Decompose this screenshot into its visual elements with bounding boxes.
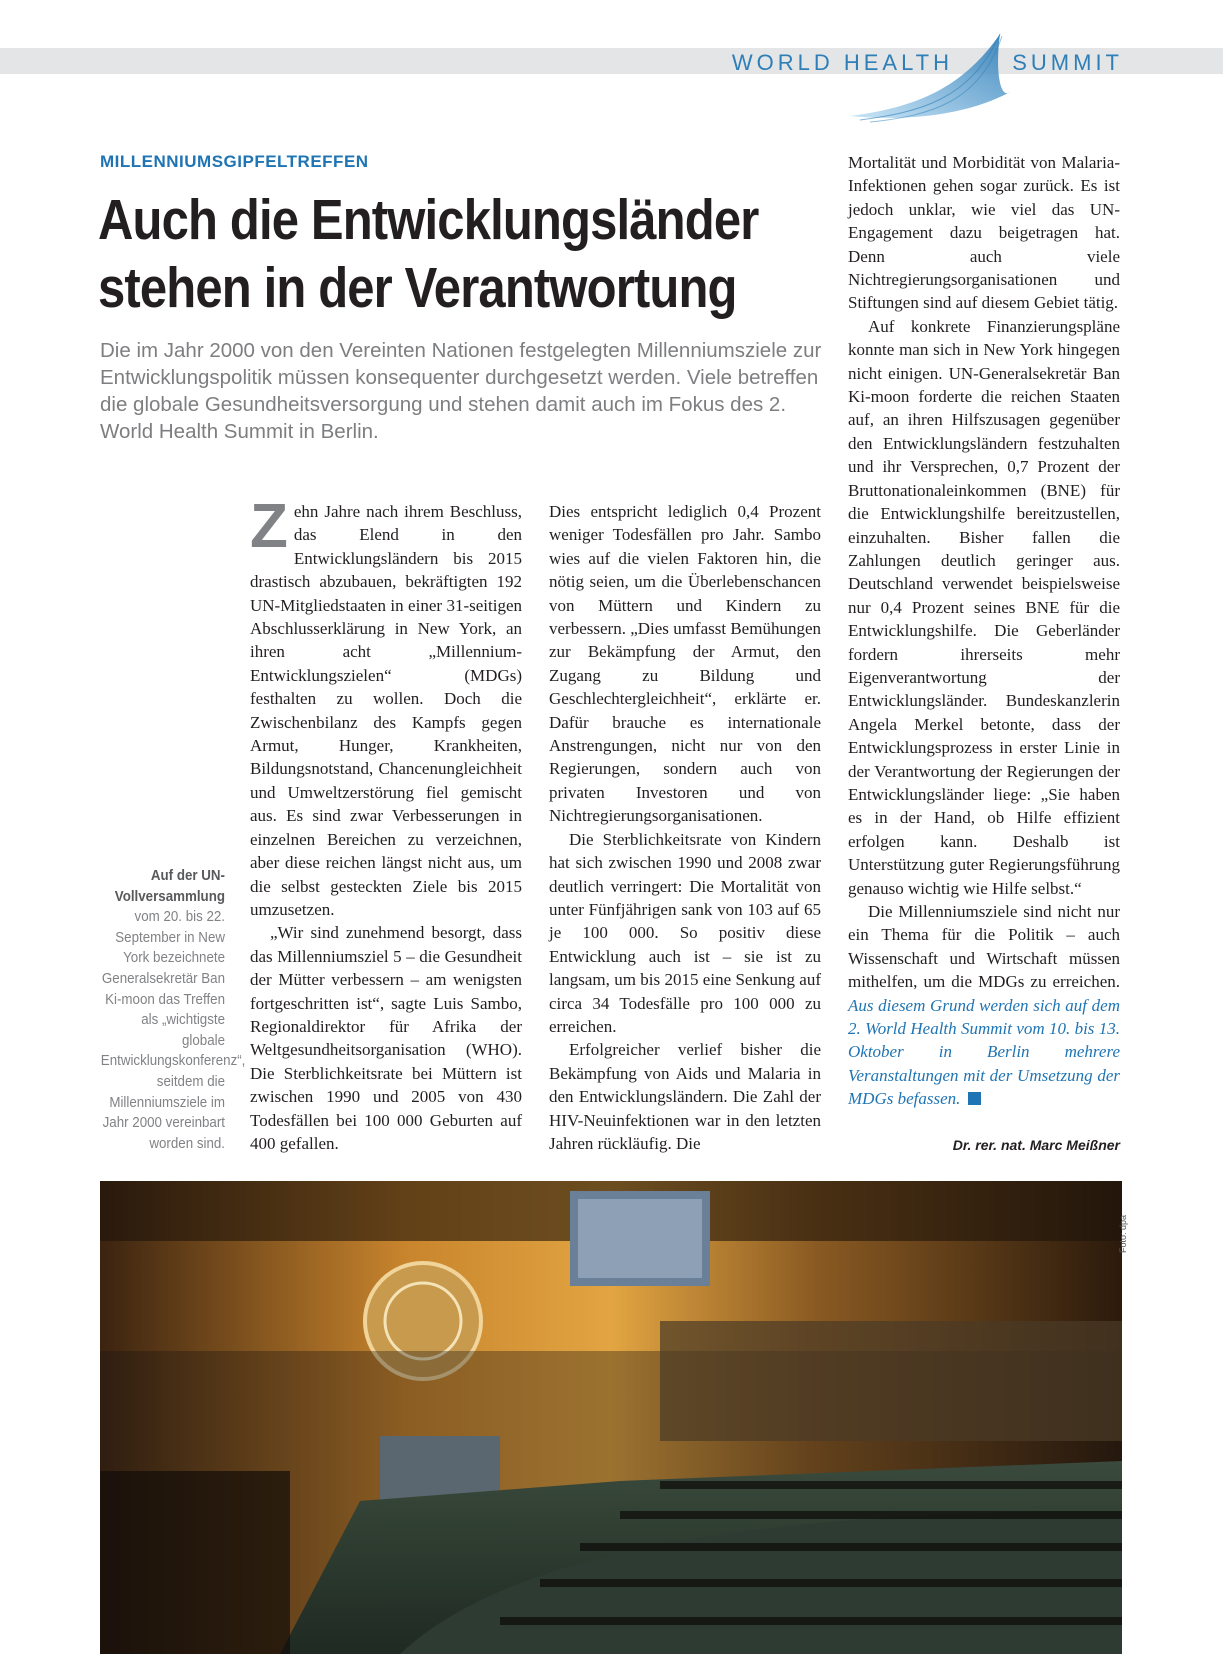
headline-line-1: Auch die Entwicklungsländer — [98, 188, 759, 252]
un-assembly-photo — [100, 1181, 1122, 1654]
paragraph: Die Sterblichkeitsrate von Kindern hat sich zwischen 1990 und 2008 zwar deutlich verringert: Die Mortalität von unter Fünfjährigen sank von 103 auf 65 je 100 000. So positiv diese Entwicklung auch ist – sie ist zu langsam, um bis 2015 eine Senkung auf circa 34 Todesfälle pro 100 000 zu erreichen. — [549, 829, 821, 1036]
headline-line-2: stehen in der Verantwortung — [98, 256, 737, 320]
author-byline: Dr. rer. nat. Marc Meißner — [952, 1137, 1120, 1153]
paragraph — [848, 900, 1120, 1111]
paragraph: „Wir sind zunehmend besorgt, dass das Millenniumsziel 5 – die Gesundheit der Mütter verbessern – am wenigsten fortgeschritten ist“, sagte Luis Sambo, Regionaldirektor für Afrika der Weltgesundheitsorganisation (WHO). Die Sterblichkeitsrate bei Müttern ist zwischen 1990 und 2005 von 430 Todesfällen bei 100 000 Geburten auf 400 gefallen. — [250, 923, 522, 1153]
paragraph-text: ehn Jahre nach ihrem Beschluss, das Elend in den Entwicklungsländern bis 2015 drastisch abzubauen, bekräftigten 192 UN-Mitgliedstaaten in einer 31-seitigen Abschlusserklärung in New York, an ihren acht „Millennium-Entwicklungszielen“ (MDGs) festhalten zu wollen. Doch die Zwischenbilanz des Kampfs gegen Armut, Hunger, Krankheiten, Bildungsnotstand, Chancenungleichheit und Umweltzerstörung fiel gemischt aus. Es sind zwar Verbesserungen in einzelnen Bereichen zu verzeichnen, aber diese reichen längst nicht aus, um die selbst gesteckten Ziele bis 2015 umzusetzen. — [250, 502, 522, 919]
article-headline — [98, 186, 759, 322]
text-column-2 — [549, 500, 821, 1155]
drop-cap: Z — [250, 492, 288, 561]
paragraph — [250, 492, 522, 921]
article-lead: Die im Jahr 2000 von den Vereinten Nationen festgelegten Millenniumsziele zur Entwicklungspolitik müssen konsequenter durchgesetzt werden. Viele betreffen die globale Gesundheitsversorgung und stehen damit auch im Fokus des 2. World Health Summit in Berlin. — [100, 339, 822, 443]
photo-caption — [100, 866, 246, 1154]
paragraph-text: Die Millenniumsziele sind nicht nur ein Thema für die Politik – auch Wissenschaft und Wirtschaft müssen mithelfen, um die MDGs zu erreichen. — [848, 902, 1120, 992]
photo-credit: Foto: dpa — [1118, 1214, 1128, 1253]
paragraph: Auf konkrete Finanzierungspläne konnte man sich in New York hingegen nicht einigen. UN-Generalsekretär Ban Ki-moon forderte die reichen Staaten auf, an ihren Hilfszusagen gegenüber den Entwicklungsländern festzuhalten und ihr Versprechen, 0,7 Prozent der Bruttonationaleinkommen (BNE) für die Entwicklungshilfe bereitzustellen, einzuhalten. Bisher fallen die Zahlungen deutlich geringer aus. Deutschland verwendet beispielsweise nur 0,4 Prozent seines BNE für die Entwicklungshilfe. Die Geberländer fordern ihrerseits mehr Eigenverantwortung der Entwicklungsländer. Bundeskanzlerin Angela Merkel betonte, dass der Entwicklungsprozess in erster Linie in der Verantwortung der Regierungen der Entwicklungsländer liege: „Sie haben es in der Hand, ob Hilfe effizient erfolgen kann. Deshalb ist Unterstützung guter Regierungsführung genauso wichtig wie Hilfe selbst.“ — [848, 316, 1120, 898]
article-kicker: MILLENNIUMSGIPFELTREFFEN — [100, 152, 369, 171]
brand-word-1: WORLD HEALTH — [731, 50, 953, 75]
assembly-hall-image — [100, 1181, 1122, 1654]
caption-text: vom 20. bis 22. September in New York bezeichnete Generalsekretär Ban Ki-moon das Treffen als „wichtigste globale Entwicklungskonferenz“, seitdem die Millenniumsziele im Jahr 2000 vereinbart worden sind. — [100, 909, 246, 1152]
caption-title: Auf der UN-Vollversammlung — [114, 868, 225, 905]
paragraph: Erfolgreicher verlief bisher die Bekämpfung von Aids und Malaria in den Entwicklungsländern. Die Zahl der HIV-Neuinfektionen war in den letzten Jahren rückläufig. Die — [549, 1040, 821, 1153]
event-note: Aus diesem Grund werden sich auf dem 2. World Health Summit vom 10. bis 13. Oktober in Berlin mehrere Veranstaltungen mit der Umsetzung der MDGs befassen. — [848, 995, 1120, 1109]
paragraph: Dies entspricht lediglich 0,4 Prozent weniger Todesfällen pro Jahr. Sambo wies auf die vielen Faktoren hin, die nötig seien, um die Überlebenschancen von Müttern und Kindern zu verbessern. „Dies umfasst Bemühungen zur Bekämpfung der Armut, den Zugang zu Bildung und Geschlechtergleichheit“, erklärte er. Dafür brauche es internationale Anstrengungen, nicht nur von den Regierungen, sondern auch von privaten Investoren und von Nichtregierungsorganisationen. — [549, 502, 821, 826]
summit-swoosh-icon — [850, 30, 1040, 126]
text-column-1 — [250, 492, 522, 1155]
end-mark-icon — [968, 1092, 981, 1105]
brand-word-2: SUMMIT — [1012, 50, 1123, 75]
text-column-3 — [848, 151, 1120, 1111]
paragraph: Mortalität und Morbidität von Malaria-Infektionen gehen sogar zurück. Es ist jedoch unklar, wie viel das UN-Engagement dazu beigetragen hat. Denn auch viele Nichtregierungsorganisationen und Stiftungen sind auf diesem Gebiet tätig. — [848, 153, 1120, 313]
